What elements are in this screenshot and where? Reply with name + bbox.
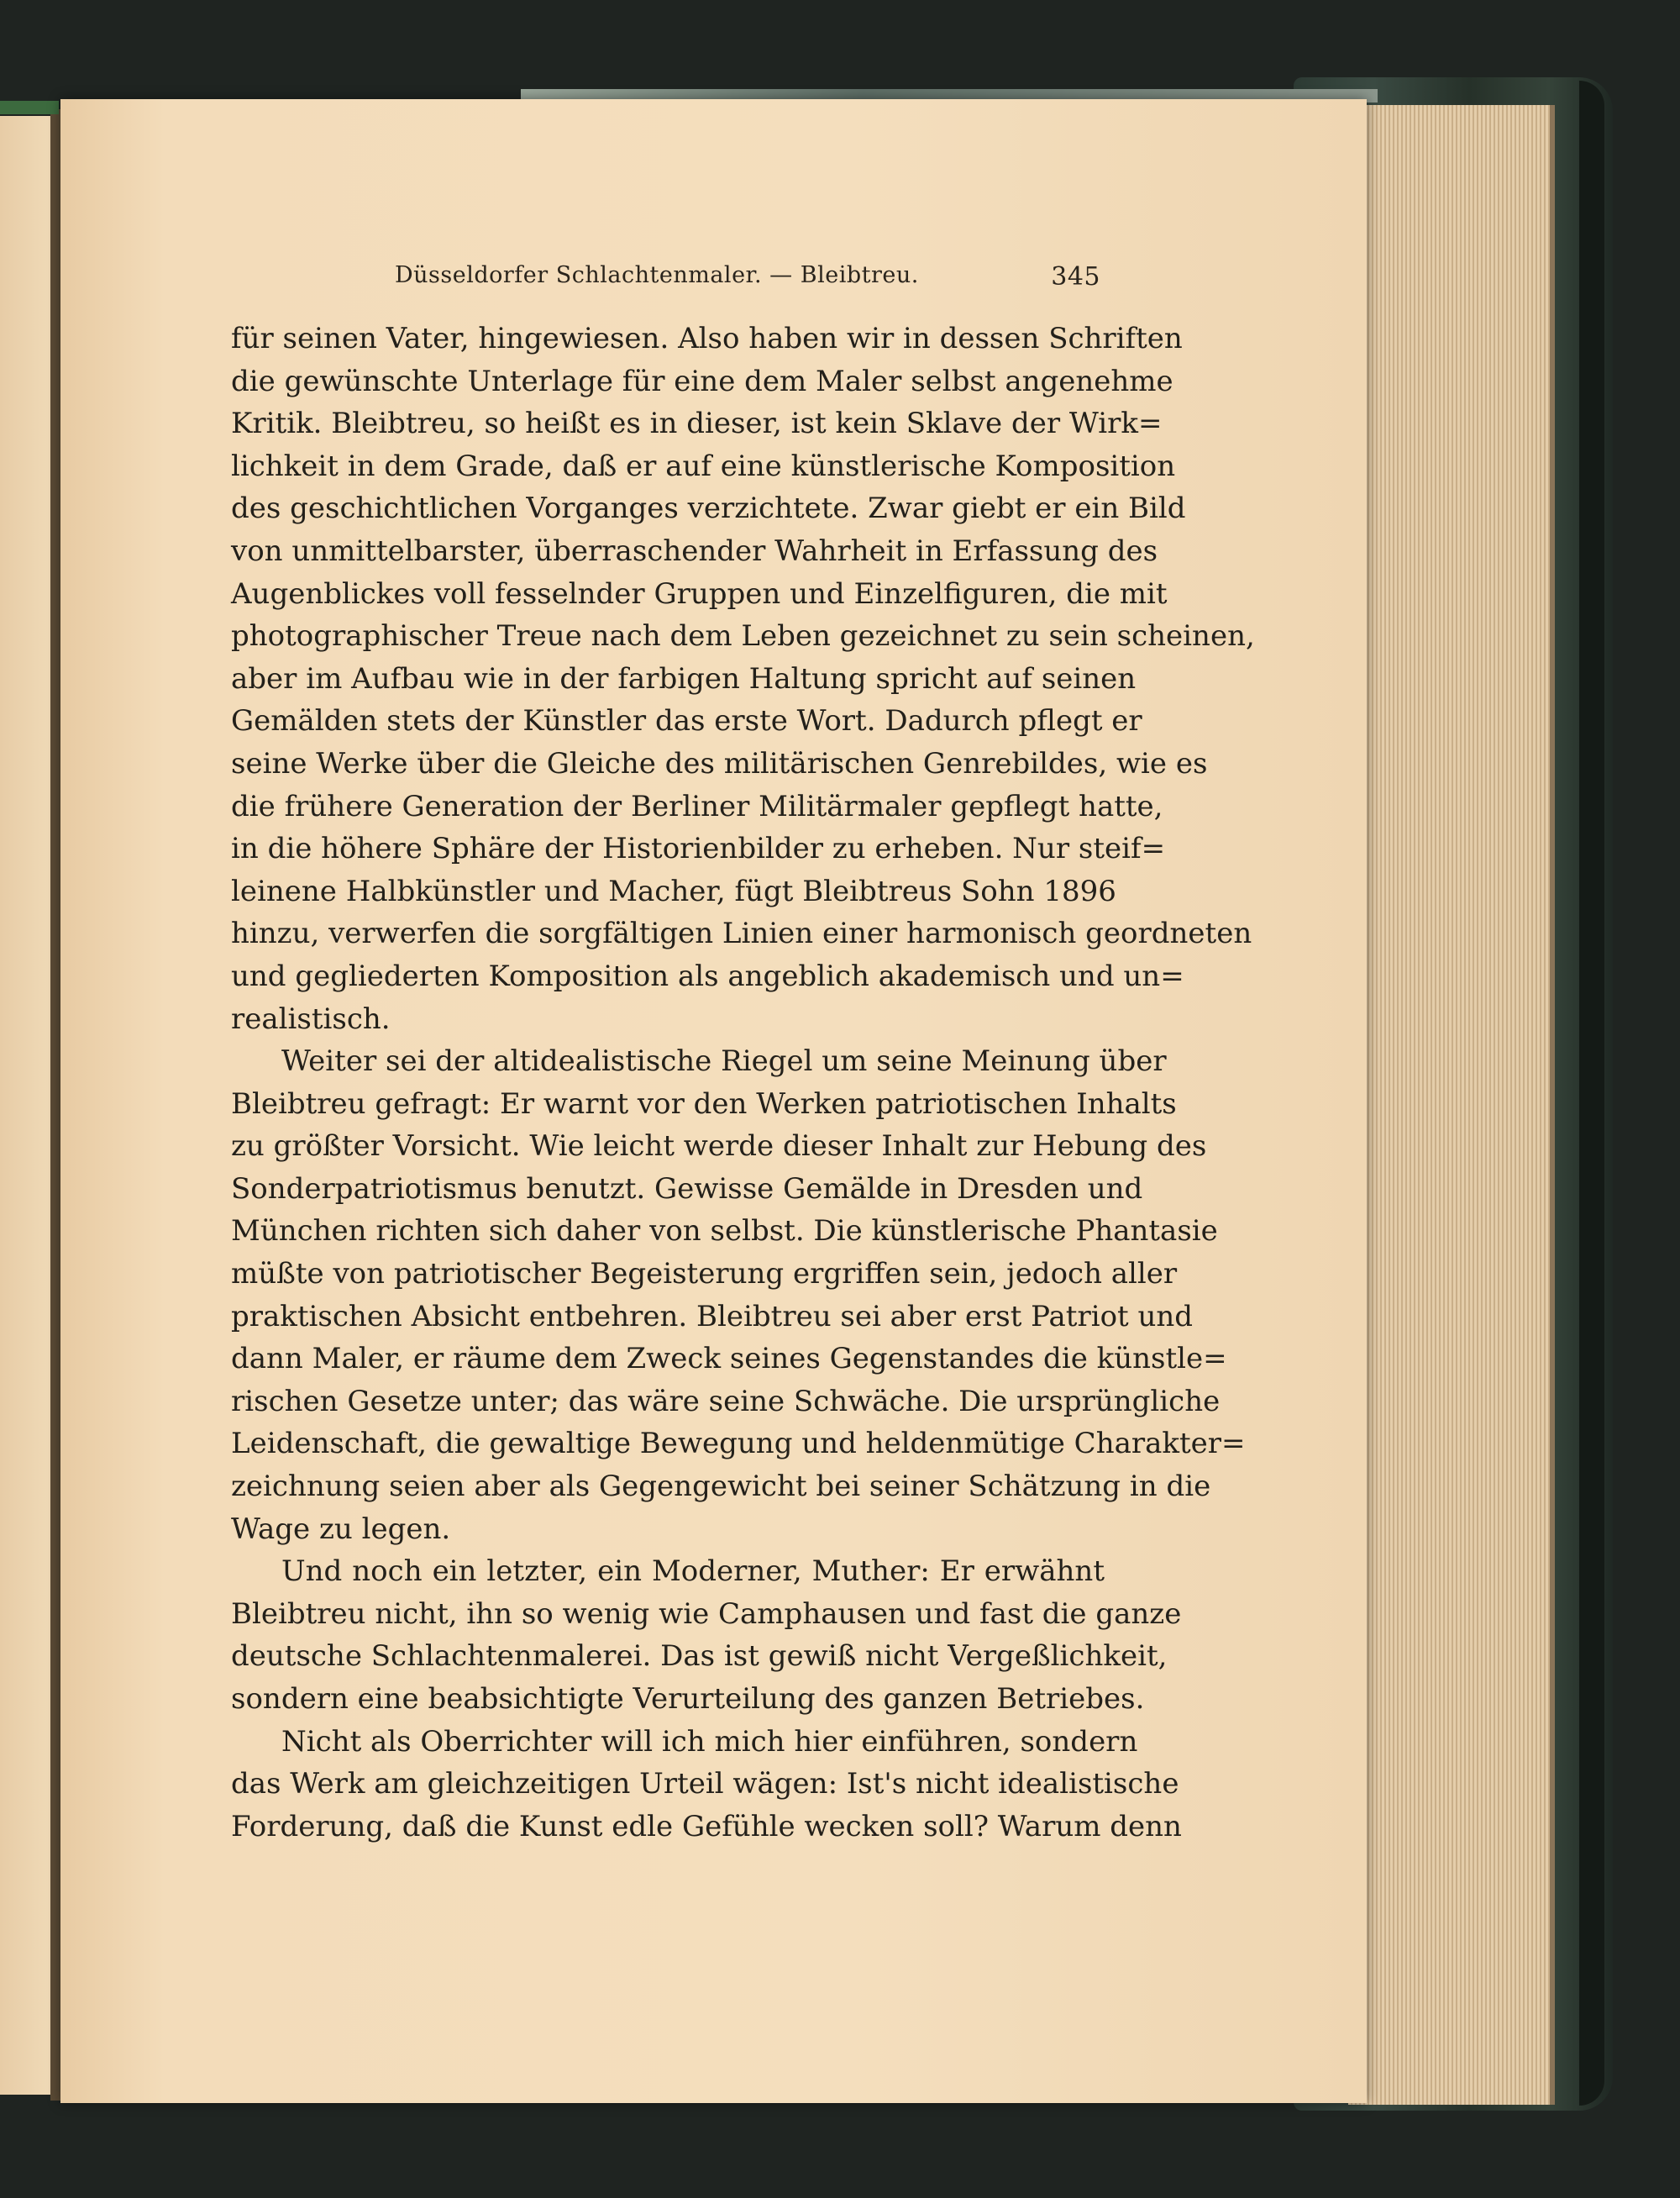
text-line: Nicht als Oberrichter will ich mich hier einführen, sondern: [281, 1724, 1138, 1759]
text-line: von unmittelbarster, überraschender Wahrheit in Erfassung des: [231, 534, 1158, 568]
text-line: müßte von patriotischer Begeisterung ergriffen sein, jedoch aller: [231, 1257, 1178, 1291]
text-line: Sonderpatriotismus benutzt. Gewisse Gemälde in Dresden und: [231, 1171, 1143, 1206]
page-block-edge: [1348, 105, 1555, 2105]
text-line: Kritik. Bleibtreu, so heißt es in dieser, ist kein Sklave der Wirk=: [231, 407, 1163, 441]
text-line: seine Werke über die Gleiche des militärischen Genrebildes, wie es: [231, 746, 1208, 781]
text-line: München richten sich daher von selbst. Die künstlerische Phantasie: [231, 1214, 1218, 1249]
text-line: hinzu, verwerfen die sorgfältigen Linien einer harmonisch geordneten: [231, 917, 1252, 951]
text-line: Augenblickes voll fesselnder Gruppen und Einzelfiguren, die mit: [231, 576, 1168, 611]
text-line: sondern eine beabsichtigte Verurteilung des ganzen Betriebes.: [231, 1682, 1145, 1716]
text-line: lichkeit in dem Grade, daß er auf eine künstlerische Komposition: [231, 449, 1176, 483]
text-line: praktischen Absicht entbehren. Bleibtreu sei aber erst Patriot und: [231, 1299, 1194, 1333]
text-line: die gewünschte Unterlage für eine dem Maler selbst angenehme: [231, 364, 1173, 398]
text-line: photographischer Treue nach dem Leben gezeichnet zu sein scheinen,: [231, 619, 1255, 654]
text-line: das Werk am gleichzeitigen Urteil wägen: Ist's nicht idealistische: [231, 1767, 1179, 1801]
text-line: Forderung, daß die Kunst edle Gefühle wecken soll? Warum denn: [231, 1809, 1182, 1843]
page-number: 345: [1051, 262, 1100, 292]
text-line: für seinen Vater, hingewiesen. Also haben wir in dessen Schriften: [231, 322, 1183, 355]
text-line: Bleibtreu gefragt: Er warnt vor den Werken patriotischen Inhalts: [231, 1086, 1177, 1121]
text-line: aber im Aufbau wie in der farbigen Haltung spricht auf seinen: [231, 661, 1137, 696]
bookmark-ribbon: [0, 101, 59, 114]
running-title: Düsseldorfer Schlachtenmaler. — Bleibtreu.: [395, 262, 919, 288]
text-line: dann Maler, er räume dem Zweck seines Gegenstandes die künstle=: [231, 1342, 1227, 1376]
text-line: in die höhere Sphäre der Historienbilder zu erheben. Nur steif=: [231, 832, 1166, 866]
text-line: und gegliederten Komposition als angeblich akademisch und un=: [231, 959, 1184, 993]
text-line: realistisch.: [231, 1002, 391, 1036]
text-line: leinene Halbkünstler und Macher, fügt Bleibtreus Sohn 1896: [231, 874, 1116, 908]
body-text: [231, 318, 1255, 1848]
text-line: deutsche Schlachtenmalerei. Das ist gewiß nicht Vergeßlichkeit,: [231, 1639, 1168, 1674]
text-line: Bleibtreu nicht, ihn so wenig wie Camphausen und fast die ganze: [231, 1596, 1182, 1631]
cover-edge: [1579, 81, 1604, 2106]
text-line: Und noch ein letzter, ein Moderner, Muther: Er erwähnt: [281, 1554, 1105, 1589]
text-line: des geschichtlichen Vorganges verzichtete. Zwar giebt er ein Bild: [231, 492, 1186, 526]
text-line: Wage zu legen.: [231, 1512, 451, 1546]
text-line: die frühere Generation der Berliner Militärmaler gepflegt hatte,: [231, 789, 1163, 823]
running-header: [395, 262, 1100, 296]
text-line: zeichnung seien aber als Gegengewicht bei seiner Schätzung in die: [231, 1470, 1211, 1504]
text-line: rischen Gesetze unter; das wäre seine Schwäche. Die ursprüngliche: [231, 1384, 1221, 1418]
text-line: Weiter sei der altidealistische Riegel um seine Meinung über: [281, 1044, 1167, 1079]
text-line: Leidenschaft, die gewaltige Bewegung und heldenmütige Charakter=: [231, 1427, 1246, 1461]
text-line: Gemälden stets der Künstler das erste Wort. Dadurch pflegt er: [231, 704, 1142, 739]
text-line: zu größter Vorsicht. Wie leicht werde dieser Inhalt zur Hebung des: [231, 1129, 1207, 1164]
